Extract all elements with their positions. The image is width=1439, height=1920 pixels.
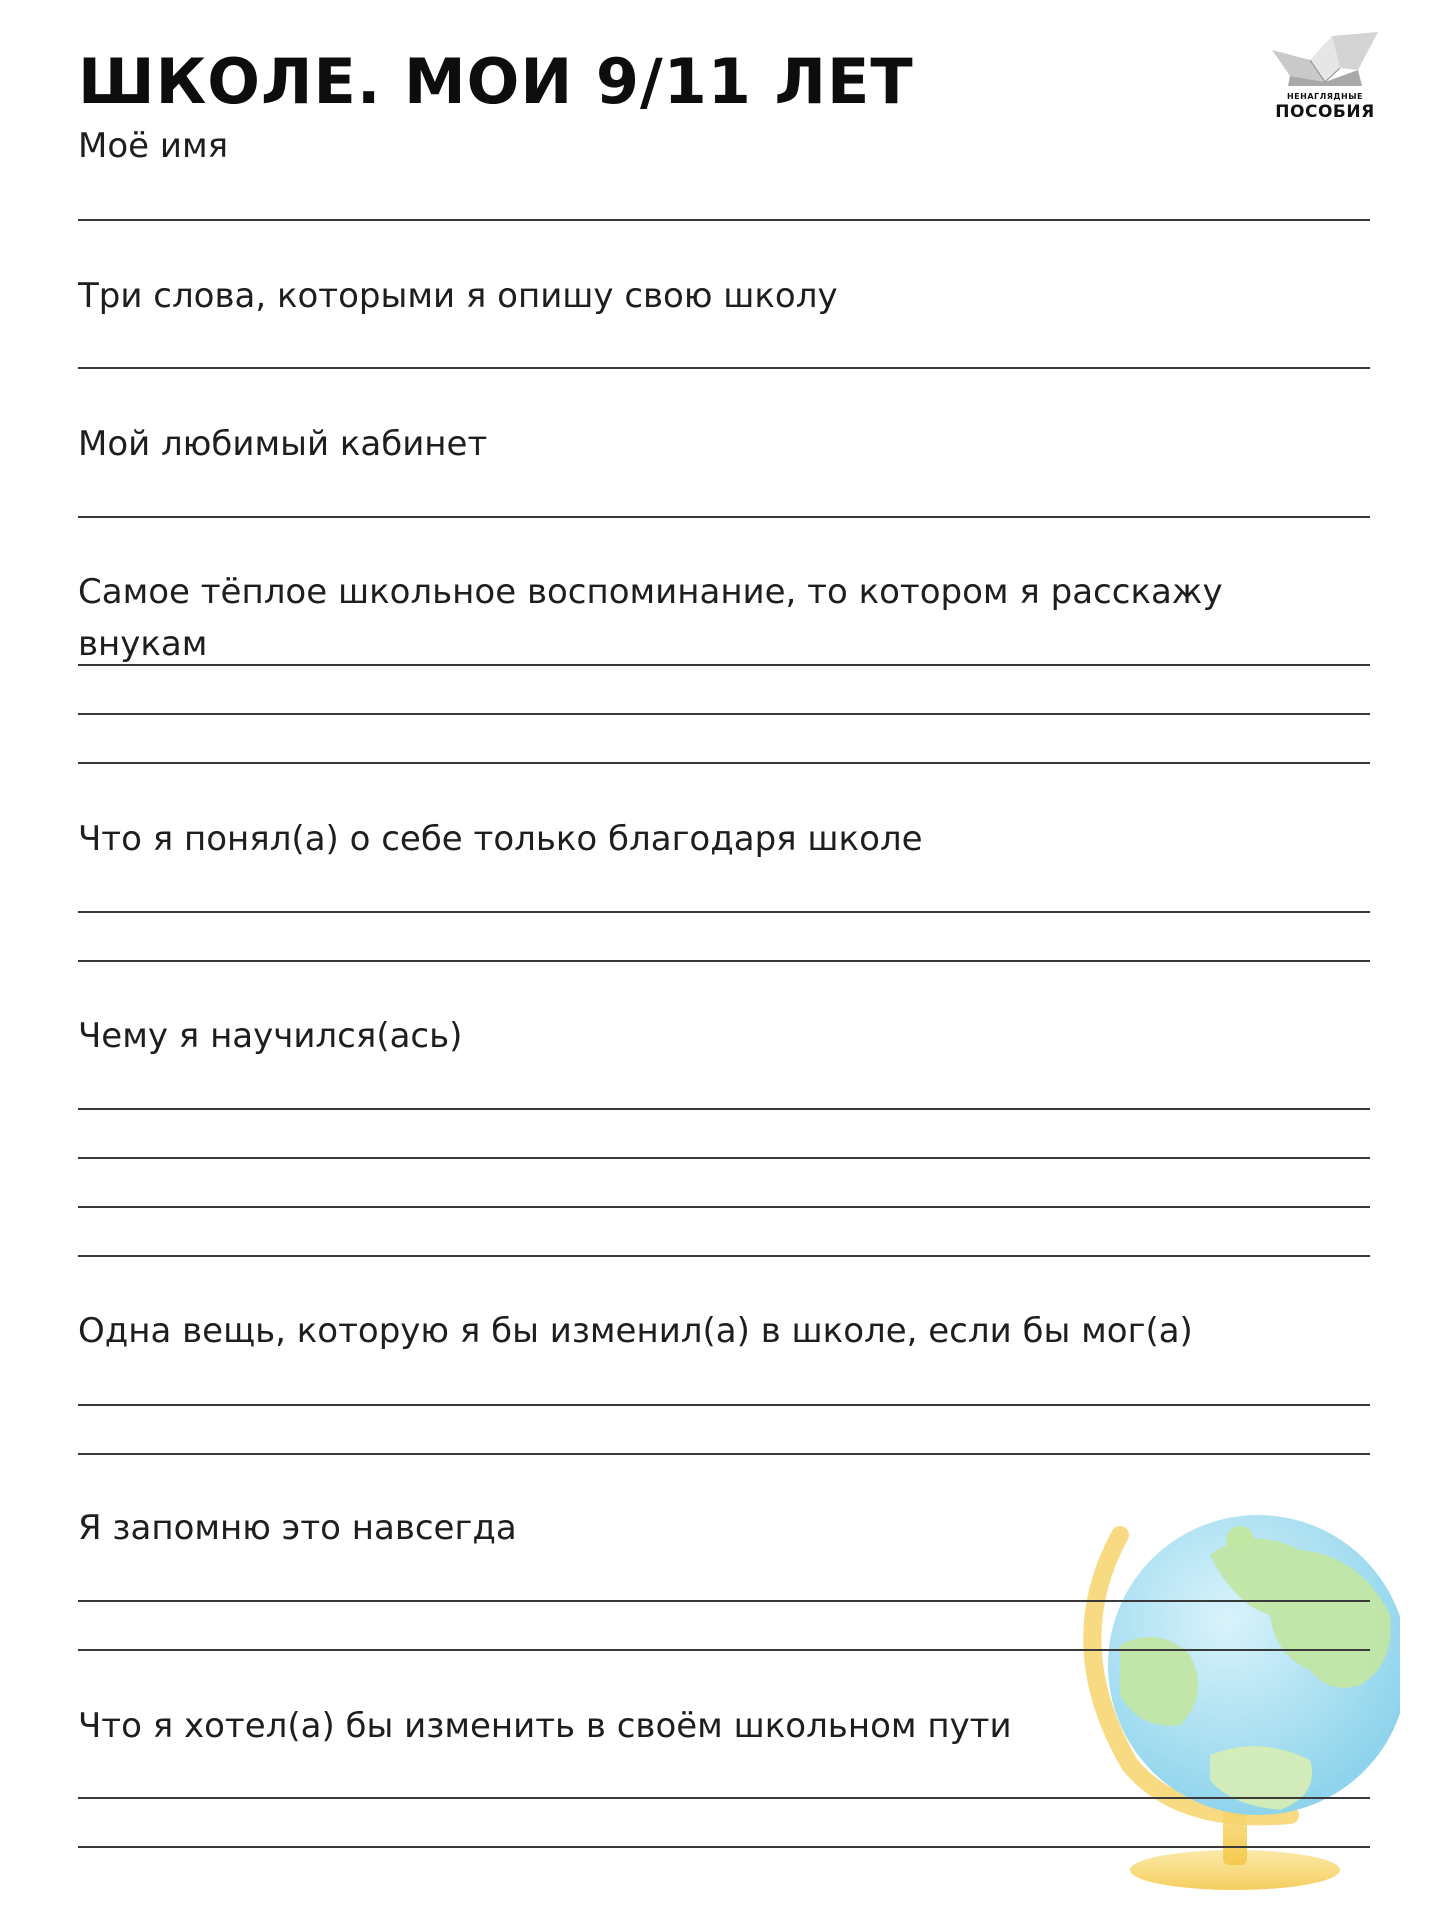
- answer-line[interactable]: [78, 664, 1370, 666]
- answer-line[interactable]: [78, 516, 1370, 518]
- brand-logo: [1262, 30, 1388, 130]
- paper-boat-logo-icon: [1270, 30, 1380, 90]
- answer-line[interactable]: [78, 1255, 1370, 1257]
- answer-line[interactable]: [78, 1206, 1370, 1208]
- prompt-favorite-classroom: Мой любимый кабинет: [78, 424, 488, 464]
- answer-line[interactable]: [78, 911, 1370, 913]
- answer-line[interactable]: [78, 1157, 1370, 1159]
- answer-line[interactable]: [78, 219, 1370, 221]
- answer-line[interactable]: [78, 1600, 1370, 1602]
- answer-line[interactable]: [78, 1649, 1370, 1651]
- prompt-what-learned: Чему я научился(ась): [78, 1016, 463, 1056]
- answer-line[interactable]: [78, 1797, 1370, 1799]
- prompt-warm-memory: Самое тёплое школьное воспоминание, то котором я расскажу внукам: [78, 572, 1223, 664]
- answer-line[interactable]: [78, 1453, 1370, 1455]
- prompt-self-understanding: Что я понял(а) о себе только благодаря школе: [78, 819, 923, 859]
- prompt-remember-forever: Я запомню это навсегда: [78, 1508, 517, 1548]
- answer-line[interactable]: [78, 960, 1370, 962]
- answer-line[interactable]: [78, 1404, 1370, 1406]
- answer-line[interactable]: [78, 713, 1370, 715]
- answer-line[interactable]: [78, 1846, 1370, 1848]
- globe-icon: [1060, 1495, 1400, 1895]
- logo-caption-big: ПОСОБИЯ: [1275, 102, 1375, 122]
- answer-line[interactable]: [78, 1108, 1370, 1110]
- logo-caption-small: НЕНАГЛЯДНЫЕ: [1286, 92, 1364, 101]
- prompt-one-change: Одна вещь, которую я бы изменил(а) в школе, если бы мог(а): [78, 1311, 1193, 1351]
- prompt-name: Моё имя: [78, 126, 229, 166]
- page-title: ШКОЛЕ. МОИ 9/11 ЛЕТ: [78, 45, 914, 118]
- answer-line[interactable]: [78, 367, 1370, 369]
- answer-line[interactable]: [78, 762, 1370, 764]
- prompt-school-path-change: Что я хотел(а) бы изменить в своём школьном пути: [78, 1706, 1012, 1746]
- prompt-three-words: Три слова, которыми я опишу свою школу: [78, 276, 838, 316]
